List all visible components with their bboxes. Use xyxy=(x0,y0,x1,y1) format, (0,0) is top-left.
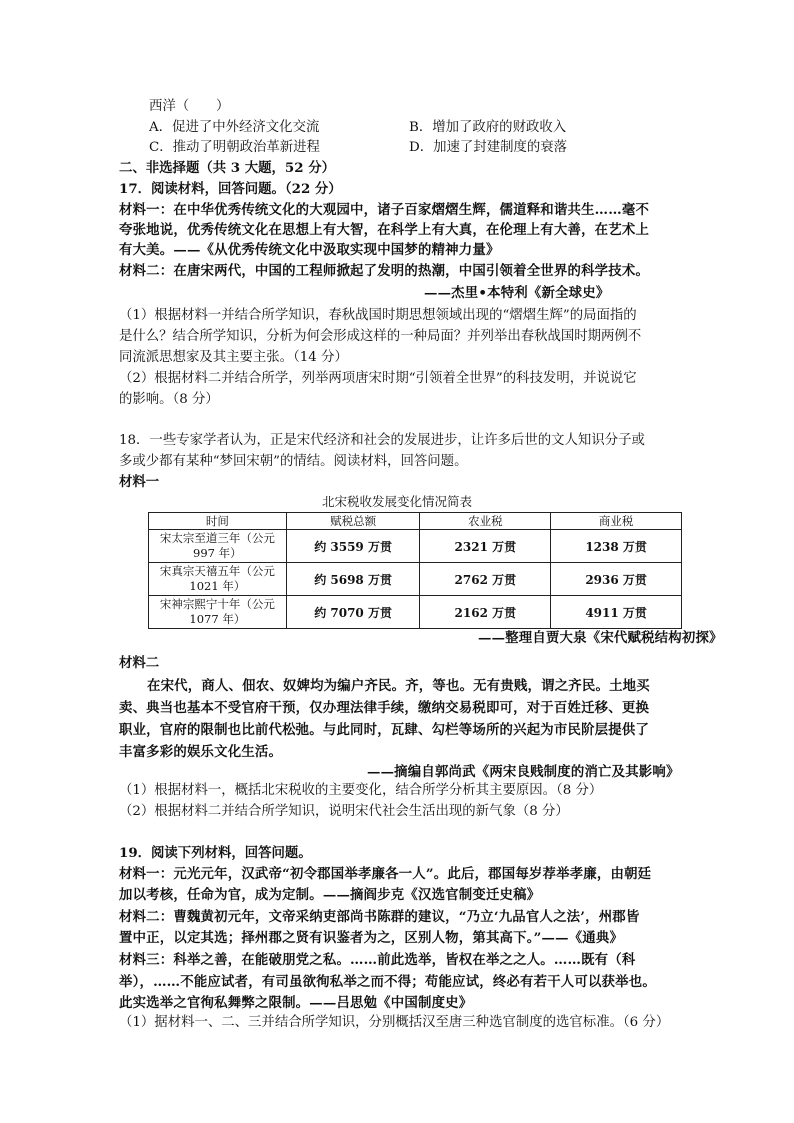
tax-table-header: 商业税 xyxy=(551,513,682,530)
tax-table-header-row xyxy=(149,513,682,530)
q17-subq1-line: 是什么？结合所学知识，分析为何会形成这样的一种局面？并列举出春秋战国时期两例不 xyxy=(119,329,642,344)
tax-table-source: ——整理自贾大泉《宋代赋税结构初探》 xyxy=(478,630,723,646)
q17-material1-line: 夸张地说，优秀传统文化在思想上有大智，在科学上有大真，在伦理上有大善，在艺术上 xyxy=(119,222,650,238)
q19-material-line: 此实选举之官徇私舞弊之限制。——吕思勉《中国制度史》 xyxy=(119,995,473,1011)
q19-material-line: 材料二：曹魏黄初元年，文帝采纳吏部尚书陈群的建议，“乃立‘九品官人之法’，州郡皆 xyxy=(119,909,640,925)
tax-table-header: 赋税总额 xyxy=(286,513,420,530)
tax-table-total-cell: 约 3559 万贯 xyxy=(286,530,420,563)
q16-option-d: D．加速了封建制度的衰落 xyxy=(409,140,568,155)
q19-material-line: 举），……不能应试者，有司虽欲徇私举之而不得；苟能应试，终必有若干人可以获举也。 xyxy=(119,974,656,990)
tax-table-caption: 北宋税收发展变化情况简表 xyxy=(321,494,472,509)
q17-subq1-line: （1）根据材料一并结合所学知识，春秋战国时期思想领域出现的“熠熠生辉”的局面指的 xyxy=(119,308,637,323)
q19-material-line: 置中正，以定其选；择州郡之贤有识鉴者为之，区别人物，第其高下。”——《通典》 xyxy=(119,930,624,946)
table-row xyxy=(149,530,682,563)
q18-intro-line: 多或少都有某种“梦回宋朝”的情结。阅读材料，回答问题。 xyxy=(119,454,468,469)
tax-table-comm-cell: 1238 万贯 xyxy=(551,530,682,563)
q19-subq1: （1）据材料一、二、三并结合所学知识，分别概括汉至唐三种选官制度的选官标准。（6 分） xyxy=(119,1015,670,1030)
q19-material-line: 加以考核，任命为官，成为定制。——摘阎步克《汉选官制变迁史稿》 xyxy=(119,887,541,903)
table-row xyxy=(149,563,682,596)
q18-material2-line: 职业，官府的限制也比前代松弛。与此同时，瓦肆、勾栏等场所的兴起为市民阶层提供了 xyxy=(119,722,650,738)
tax-table-header: 农业税 xyxy=(420,513,551,530)
tax-table-comm-cell: 2936 万贯 xyxy=(551,563,682,596)
q19-material-line: 材料三：科举之善，在能破朋党之私。……前此选举，皆权在举之之人。……既有（科 xyxy=(119,952,636,968)
q17-material1-line: 有大美。——《从优秀传统文化中汲取实现中国梦的精神力量》 xyxy=(119,242,500,258)
q19-material-line: 材料一：元光元年，汉武帝“初令郡国举孝廉各一人”。此后，郡国每岁荐举孝廉，由朝廷 xyxy=(119,866,652,882)
section2-heading: 二、非选择题（共 3 大题，52 分） xyxy=(119,160,336,176)
tax-table-total-cell: 约 5698 万贯 xyxy=(286,563,420,596)
q16-stem-tail: 西洋（ ） xyxy=(149,99,230,114)
q18-material2-line: 卖、典当也基本不受官府干预，仅办理法律手续，缴纳交易税即可，对于百姓迁移、更换 xyxy=(119,700,650,716)
q17-material2-source: ——杰里•本特利《新全球史》 xyxy=(424,285,610,301)
tax-table-time-cell: 宋真宗天禧五年（公元 1021 年） xyxy=(149,563,287,596)
tax-table xyxy=(148,512,682,629)
q17-material1-line: 材料一：在中华优秀传统文化的大观园中，诸子百家熠熠生辉，儒道释和谐共生……毫不 xyxy=(119,202,650,218)
q17-subq2-line: （2）根据材料二并结合所学，列举两项唐宋时期“引领着全世界”的科技发明，并说说它 xyxy=(119,371,637,386)
q18-material1-label: 材料一 xyxy=(119,474,160,490)
tax-table-agri-cell: 2762 万贯 xyxy=(420,563,551,596)
q18-material2-source: ——摘编自郭尚武《两宋良贱制度的消亡及其影响》 xyxy=(367,764,680,780)
tax-table-comm-cell: 4911 万贯 xyxy=(551,596,682,629)
q19-title: 19．阅读下列材料，回答问题。 xyxy=(119,845,312,861)
q17-subq1-line: 同流派思想家及其主要主张。（14 分） xyxy=(119,350,348,365)
q18-material2-line: 在宋代，商人、佃农、奴婢均为编户齐民。齐，等也。无有贵贱，谓之齐民。土地买 xyxy=(147,678,650,694)
q18-intro-line: 18．一些专家学者认为，正是宋代经济和社会的发展进步，让许多后世的文人知识分子或 xyxy=(119,433,645,448)
q16-option-b: B．增加了政府的财政收入 xyxy=(409,120,567,135)
q18-material2-line: 丰富多彩的娱乐文化生活。 xyxy=(119,744,283,760)
tax-table-header: 时间 xyxy=(149,513,287,530)
tax-table-agri-cell: 2321 万贯 xyxy=(420,530,551,563)
tax-table-time-cell: 宋神宗熙宁十年（公元 1077 年） xyxy=(149,596,287,629)
q16-option-c: C．推动了明朝政治革新进程 xyxy=(149,140,320,155)
tax-table-total-cell: 约 7070 万贯 xyxy=(286,596,420,629)
tax-table-time-cell: 宋太宗至道三年（公元 997 年） xyxy=(149,530,287,563)
q16-option-a: A．促进了中外经济文化交流 xyxy=(149,120,320,135)
tax-table-agri-cell: 2162 万贯 xyxy=(420,596,551,629)
q18-subq1: （1）根据材料一，概括北宋税收的主要变化，结合所学分析其主要原因。（8 分） xyxy=(119,783,603,798)
q18-material2-label: 材料二 xyxy=(119,655,160,671)
q17-title: 17．阅读材料，回答问题。（22 分） xyxy=(119,181,342,197)
q17-subq2-line: 的影响。（8 分） xyxy=(119,392,219,407)
table-row xyxy=(149,596,682,629)
q18-subq2: （2）根据材料二并结合所学知识，说明宋代社会生活出现的新气象（8 分） xyxy=(119,804,569,819)
q17-material2-line: 材料二：在唐宋两代，中国的工程师掀起了发明的热潮，中国引领着全世界的科学技术。 xyxy=(119,263,650,279)
